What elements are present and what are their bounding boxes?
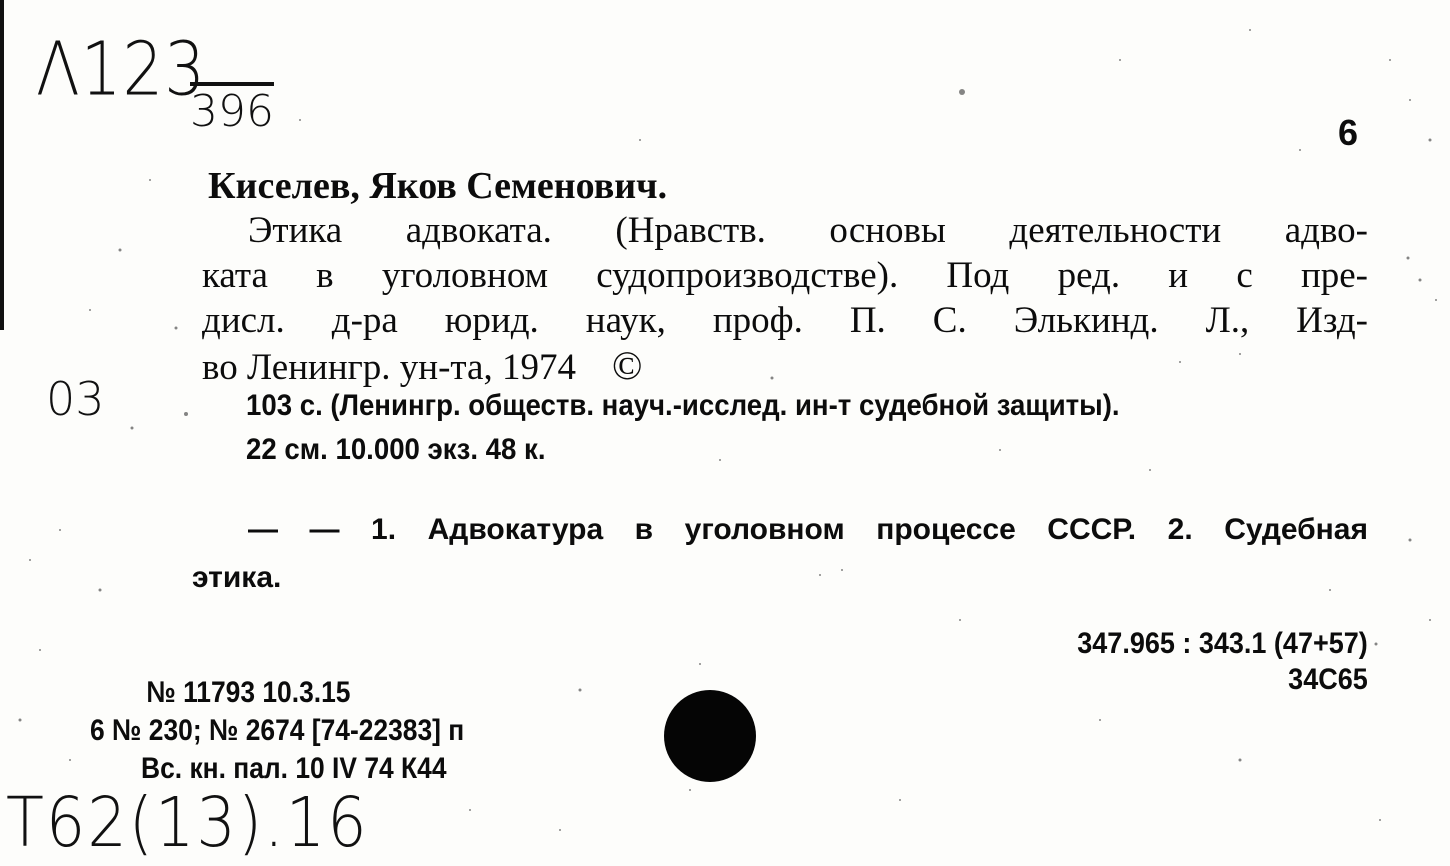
udc-code: 347.965 : 343.1 (47+57)	[1077, 627, 1368, 660]
imprint-line: Вс. кн. пал. 10 IV 74 К44	[141, 752, 447, 785]
punch-hole	[664, 690, 756, 782]
card-edge-shadow	[0, 0, 4, 330]
title-statement	[202, 208, 1368, 390]
title-line: ката в уголовном судопроизводстве). Под ред. и с пре-	[202, 255, 1368, 296]
physical-line: 22 см. 10.000 экз. 48 к.	[246, 433, 546, 466]
physical-line: 103 с. (Ленингр. обществ. науч.-исслед. ин-т судебной защиты).	[246, 389, 1120, 422]
shelf-mark-number-handwritten: 396	[190, 86, 274, 137]
title-line-last	[202, 343, 1368, 390]
margin-code-handwritten: 03	[46, 372, 105, 426]
card-number: 6	[1338, 112, 1359, 153]
copyright-icon: ©	[611, 343, 643, 388]
imprint-line: № 11793 10.3.15	[146, 676, 351, 709]
subject-headings	[192, 506, 1368, 602]
classification-block	[1078, 626, 1368, 698]
shelf-mark-handwritten: Λ123	[36, 28, 206, 114]
call-number-handwritten: T62(13).16	[6, 782, 369, 863]
physical-description	[246, 384, 1278, 472]
subject-line: этика.	[192, 561, 282, 594]
title-line: дисл. д-ра юрид. наук, проф. П. С. Элькинд. Л., Изд-	[202, 300, 1368, 341]
title-line: Этика адвоката. (Нравств. основы деятельности адво-	[248, 210, 1368, 251]
imprint-line: 6 № 230; № 2674 [74-22383] п	[90, 714, 465, 747]
imprint-publisher: во Ленингр. ун-та, 1974	[202, 347, 576, 388]
author-mark: 34С65	[1288, 663, 1368, 696]
subject-line: — — 1. Адвокатура в уголовном процессе СССР. 2. Судебная	[248, 513, 1368, 546]
printing-imprint	[90, 674, 464, 788]
author-heading: Киселев, Яков Семенович.	[208, 165, 668, 207]
